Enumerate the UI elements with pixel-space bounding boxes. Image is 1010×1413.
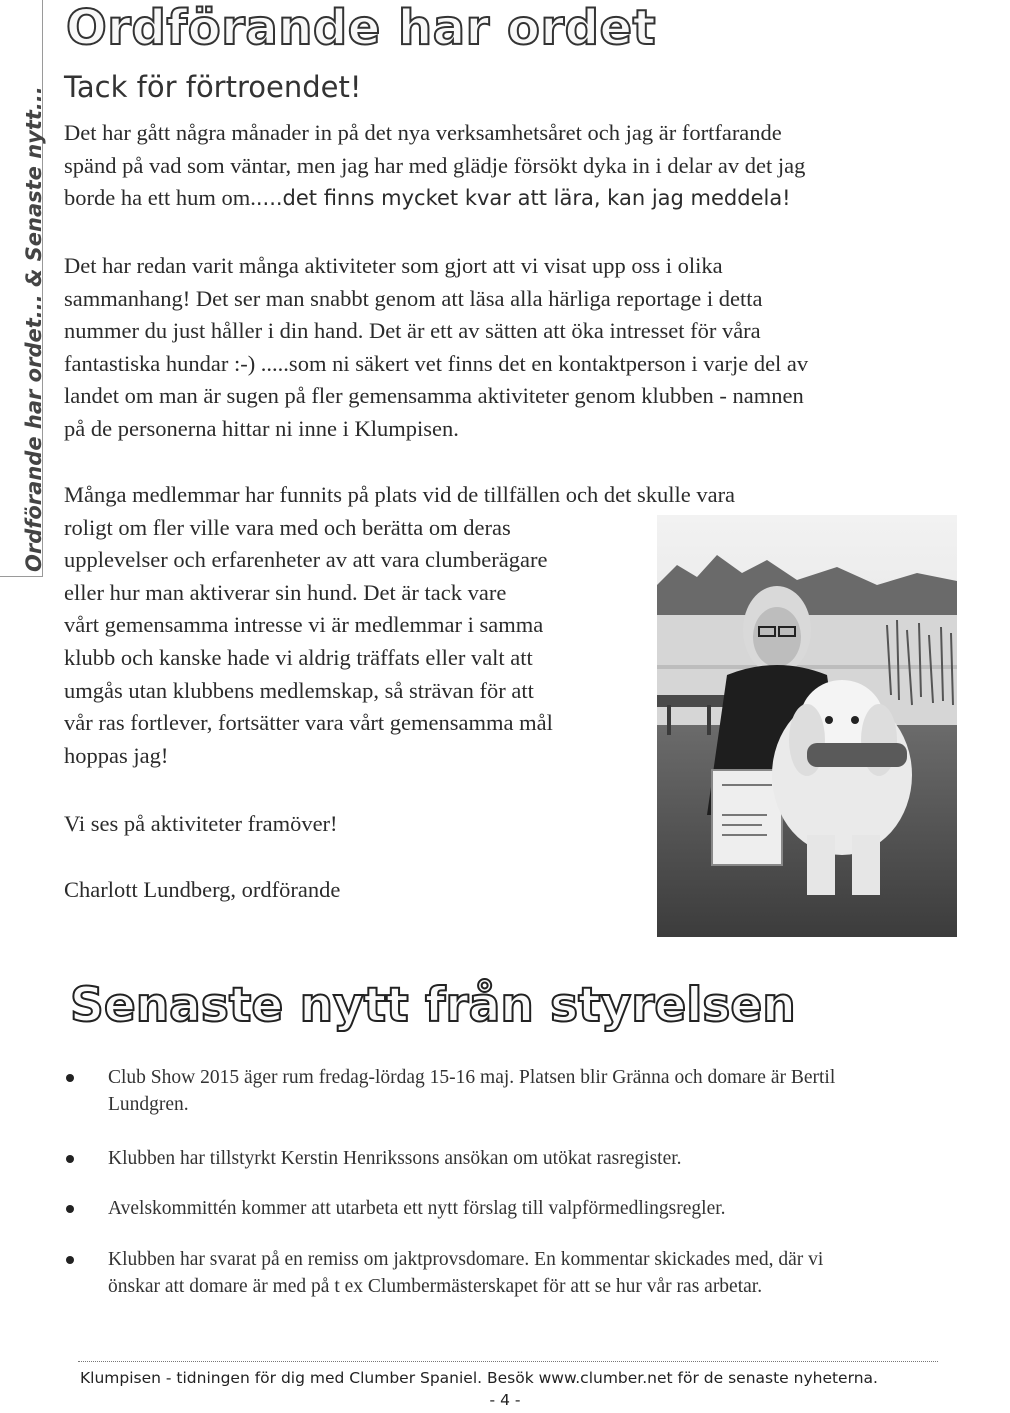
text-line: Det har redan varit många aktiviteter som gjort att vi visat upp oss i olika [64, 253, 723, 278]
text-line: klubb och kanske hade vi aldrig träffats eller valt att [64, 644, 533, 670]
text-line: sammanhang! Det ser man snabbt genom att läsa alla härliga reportage i detta [64, 285, 763, 311]
page-number: - 4 - [489, 1391, 521, 1409]
list-item [64, 1064, 944, 1118]
text-line: vår ras fortlever, fortsätter vara vårt gemensamma mål [64, 710, 553, 736]
list-item [64, 1195, 944, 1222]
article-subtitle: Tack för förtroendet! [64, 70, 362, 104]
text-line: Avelskommittén kommer att utarbeta ett nytt förslag till valpförmedlingsregler. [108, 1198, 726, 1219]
text-line: eller hur man aktiverar sin hund. Det är tack vare [64, 579, 507, 605]
paragraph-activities [64, 250, 944, 446]
footer-divider [78, 1361, 938, 1362]
text-fragment: borde ha ett hum om. [64, 185, 256, 211]
signature: Charlott Lundberg, ordförande [64, 877, 341, 902]
text-line: umgås utan klubbens medlemskap, så strävan för att [64, 677, 534, 703]
list-item [64, 1145, 944, 1172]
paragraph-intro [64, 117, 944, 215]
text-line: Klubben har tillstyrkt Kerstin Henrikssons ansökan om utökat rasregister. [108, 1148, 682, 1169]
text-line: önskar att domare är med på t ex Clumbermästerskapet för att se hur vår ras arbetar. [108, 1276, 763, 1297]
text-line: nummer du just håller i din hand. Det är ett av sätten att öka intresset för våra [64, 318, 761, 344]
text-line: Det har gått några månader in på det nya verksamhetsåret och jag är fortfarande [64, 120, 782, 145]
side-tab-label: Ordförande har ordet... & Senaste nytt... [22, 86, 46, 572]
text-line: roligt om fler ville vara med och berätta om deras [64, 514, 511, 540]
news-section-title: Senaste nytt från styrelsen [70, 978, 796, 1033]
text-line [64, 182, 944, 215]
text-fragment-sans: ....det finns mycket kvar att lära, kan jag meddela! [255, 186, 791, 211]
list-item [64, 1246, 944, 1300]
closing-line: Vi ses på aktiviteter framöver! [64, 811, 338, 836]
section-side-tab [0, 0, 46, 577]
text-line: Många medlemmar har funnits på plats vid de tillfällen och det skulle vara [64, 482, 736, 507]
text-line: Lundgren. [108, 1094, 189, 1115]
photo-girl-with-dog-icon [657, 515, 957, 937]
text-line: på de personerna hittar ni inne i Klumpisen. [64, 415, 459, 441]
text-line: upplevelser och erfarenheter av att vara clumberägare [64, 547, 548, 573]
text-line: landet om man är sugen på fler gemensamma aktiviteter genom klubben - namnen [64, 383, 804, 409]
footer-text: Klumpisen - tidningen för dig med Clumber Spaniel. Besök www.clumber.net för de senaste nyheterna. [80, 1369, 878, 1387]
text-line: spänd på vad som väntar, men jag har med glädje försökt dyka in i delar av det jag [64, 152, 806, 178]
text-line: Club Show 2015 äger rum fredag-lördag 15-16 maj. Platsen blir Gränna och domare är Bertil [108, 1067, 836, 1088]
article-title: Ordförande har ordet [66, 0, 657, 56]
text-line: vårt gemensamma intresse vi är medlemmar i samma [64, 612, 544, 638]
news-list [64, 1064, 944, 1300]
text-line: fantastiska hundar :-) .....som ni säkert vet finns det en kontaktperson i varje del av [64, 350, 809, 376]
text-line: Klubben har svarat på en remiss om jaktprovsdomare. En kommentar skickades med, där vi [108, 1249, 824, 1270]
text-line: hoppas jag! [64, 742, 169, 768]
